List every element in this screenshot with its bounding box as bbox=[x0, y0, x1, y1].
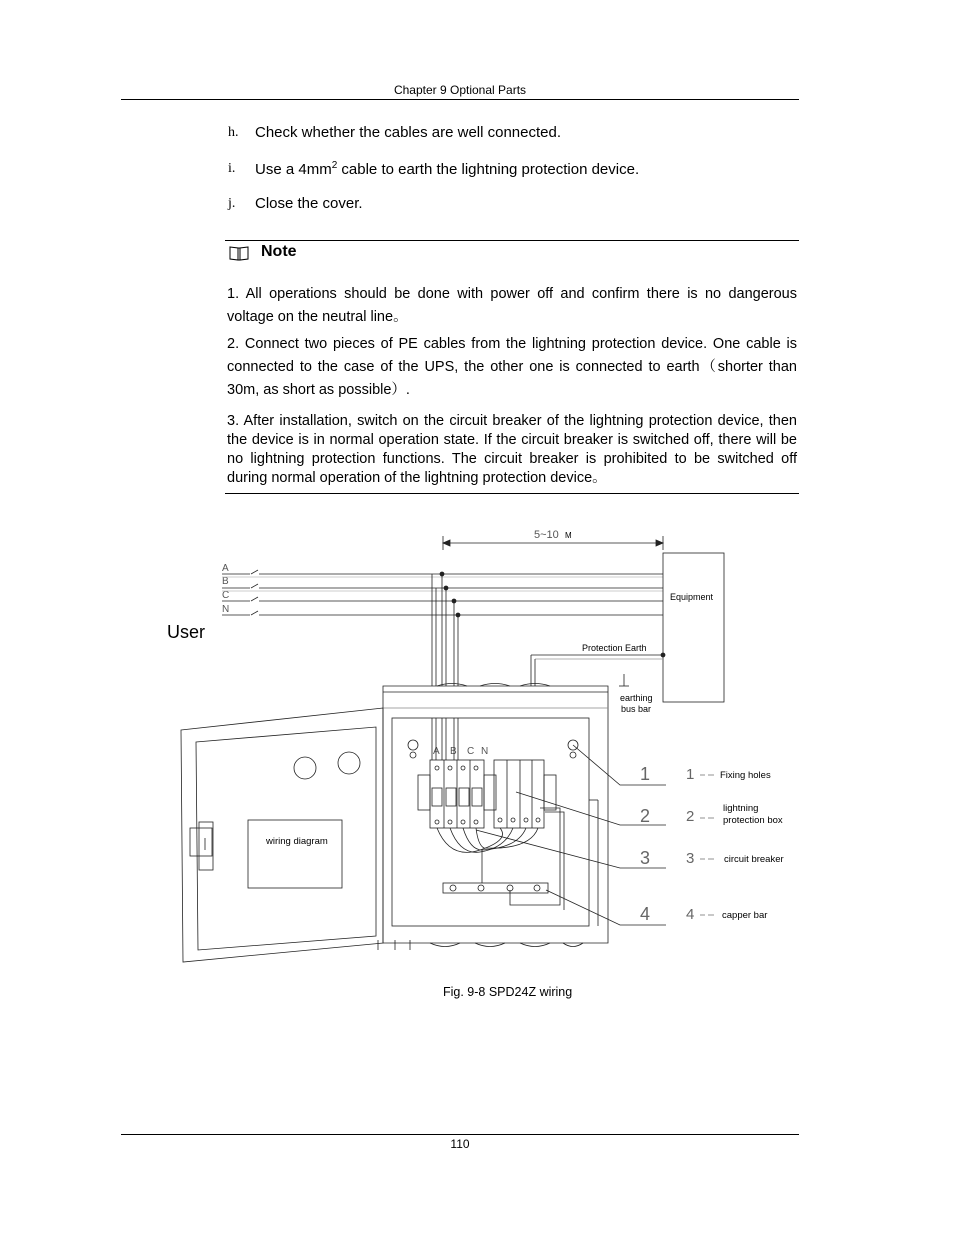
breaker-label-b: B bbox=[450, 746, 457, 757]
step-h-text: Check whether the cables are well connected. bbox=[255, 124, 562, 141]
user-label: User bbox=[167, 622, 206, 642]
legend-4-label: capper bar bbox=[722, 910, 768, 921]
legend-2-number: 2 bbox=[686, 808, 695, 825]
equipment-label: Equipment bbox=[670, 592, 714, 602]
page-number: 110 bbox=[450, 1137, 470, 1151]
callout-4-number: 4 bbox=[640, 904, 651, 924]
step-j-text: Close the cover. bbox=[255, 195, 363, 212]
legend-4-number: 4 bbox=[686, 906, 695, 923]
running-header: Chapter 9 Optional Parts bbox=[393, 83, 527, 97]
distance-value: 5~10 bbox=[534, 529, 559, 541]
phase-label-b: B bbox=[222, 576, 229, 587]
callout-3-number: 3 bbox=[640, 848, 651, 868]
figure-caption: Fig. 9-8 SPD24Z wiring bbox=[443, 985, 573, 999]
protection-earth-line bbox=[531, 643, 665, 714]
legend-2-label: lightning protection box bbox=[723, 803, 783, 826]
note-paragraph-3: 3. After installation, switch on the circuit breaker of the lightning protection device, then the device is in normal operation state. If the circuit breaker is switched off, there will be no lightning protection functions. The circuit breaker is prohibited to be switched off during normal operation of the lightning protection device。 bbox=[227, 413, 797, 486]
legend-3-number: 3 bbox=[686, 850, 695, 867]
phase-label-a: A bbox=[222, 563, 229, 574]
lightning-protection-module bbox=[494, 760, 556, 828]
callout-leaders bbox=[476, 745, 666, 925]
step-i-text-after: cable to earth the lightning protection device. bbox=[337, 161, 640, 178]
legend-1-number: 1 bbox=[686, 766, 695, 783]
breaker-label-a: A bbox=[433, 746, 440, 757]
earthing-label-1: earthing bbox=[620, 693, 653, 703]
step-i-text-before: Use a 4mm bbox=[255, 161, 332, 178]
legend-dashes bbox=[698, 0, 718, 1235]
footer-rule bbox=[121, 1134, 799, 1135]
step-j-letter: j. bbox=[228, 196, 236, 211]
breaker-label-c: C bbox=[467, 746, 475, 757]
step-h-letter: h. bbox=[228, 125, 239, 140]
legend-3-label: circuit breaker bbox=[724, 854, 784, 865]
cabinet-door bbox=[181, 708, 410, 962]
phase-label-n: N bbox=[222, 604, 230, 615]
breaker-label-n: N bbox=[481, 746, 489, 757]
step-i-superscript: 2 bbox=[331, 160, 338, 171]
note-title: Note bbox=[261, 243, 297, 260]
callout-2-number: 2 bbox=[640, 806, 651, 826]
phase-label-c: C bbox=[222, 590, 230, 601]
legend-1-label: Fixing holes bbox=[720, 770, 771, 781]
earthing-label-2: bus bar bbox=[621, 704, 652, 714]
copper-bar bbox=[443, 883, 548, 893]
phase-lines bbox=[222, 563, 663, 686]
distance-unit: M bbox=[565, 531, 572, 540]
callout-1-number: 1 bbox=[640, 764, 651, 784]
circuit-breaker-module bbox=[418, 760, 496, 828]
internal-wiring bbox=[437, 808, 564, 910]
cabinet-body bbox=[383, 684, 608, 947]
note-paragraph-1: 1. All operations should be done with power off and confirm there is no dangerous voltage on the neutral line。 bbox=[227, 286, 797, 325]
step-i-letter: i. bbox=[228, 161, 236, 176]
wiring-diagram-label: wiring diagram bbox=[266, 836, 328, 847]
protection-earth-label: Protection Earth bbox=[582, 643, 647, 653]
distance-dimension bbox=[443, 529, 663, 550]
note-paragraph-2: 2. Connect two pieces of PE cables from the lightning protection device. One cable is connected to the case of the UPS, the other one is connected to earth（shorter than 30m, as short as possible）. bbox=[227, 336, 797, 398]
